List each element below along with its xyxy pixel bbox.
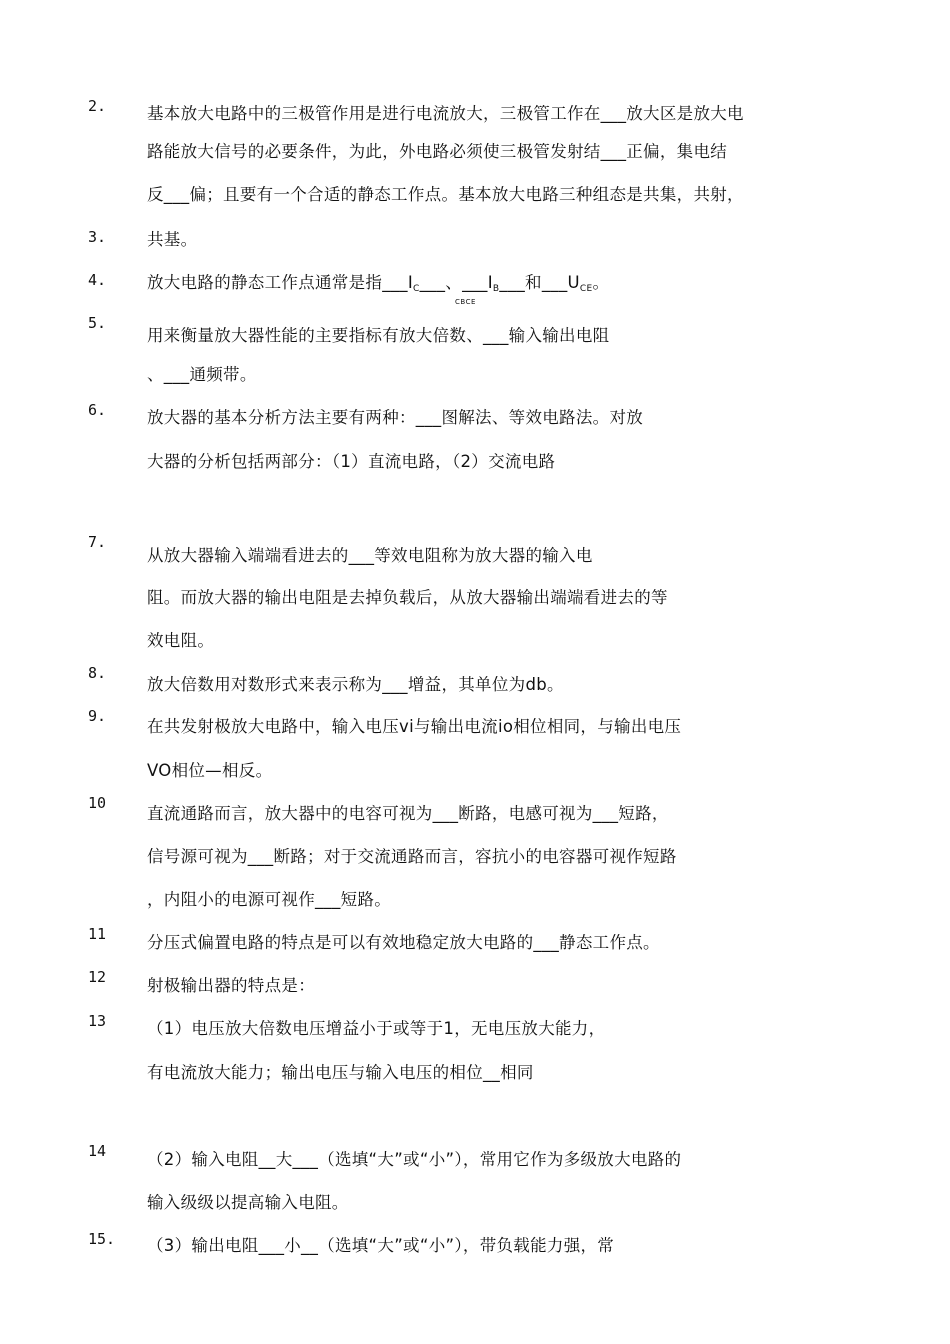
text-line: 信号源可视为___断路；对于交流通路而言，容抗小的电容器可视作短路: [147, 847, 677, 866]
text-line: （1）电压放大倍数电压增益小于或等于1，无电压放大能力，: [147, 1019, 606, 1038]
text-line: 在共发射极放大电路中，输入电压vi与输出电流io相位相同，与输出电压: [147, 717, 682, 736]
text-line: 分压式偏置电路的特点是可以有效地稳定放大电路的___静态工作点。: [147, 933, 660, 952]
text-line: 放大倍数用对数形式来表示称为___增益，其单位为db。: [147, 675, 564, 694]
text-line: 大器的分析包括两部分：（1）直流电路，（2）交流电路: [147, 452, 556, 471]
item-number: 14: [88, 1142, 107, 1160]
item-number: 15.: [88, 1230, 116, 1248]
text-line: 共基。: [147, 230, 198, 249]
subscript: B: [492, 284, 500, 294]
item-number: 13: [88, 1012, 107, 1030]
text-line: （2）输入电阻__大___（选填“大”或“小”），常用它作为多级放大电路的: [147, 1150, 682, 1169]
text-fragment: ___、___I: [419, 273, 493, 292]
text-line: 用来衡量放大器性能的主要指标有放大倍数、___输入输出电阻: [147, 326, 610, 345]
text-line: ，内阻小的电源可视作___短路。: [147, 890, 392, 909]
item-number: 10: [88, 794, 107, 812]
item-number: 6.: [88, 401, 107, 419]
text-line: 输入级级以提高输入电阻。: [147, 1193, 349, 1212]
text-line: 从放大器输入端端看进去的___等效电阻称为放大器的输入电: [147, 546, 593, 565]
text-line: 射极输出器的特点是：: [147, 976, 315, 995]
text-fragment: ___和___U: [499, 273, 580, 292]
text-line: （3）输出电阻___小__（选填“大”或“小”），带负载能力强，常: [147, 1236, 615, 1255]
item-number: 4.: [88, 271, 107, 289]
text-line: 阻。而放大器的输出电阻是去掉负载后，从放大器输出端端看进去的等: [147, 588, 668, 607]
item-number: 7.: [88, 533, 107, 551]
text-line: 直流通路而言，放大器中的电容可视为___断路，电感可视为___短路，: [147, 804, 669, 823]
text-line: 效电阻。: [147, 631, 215, 650]
item-number: 11: [88, 925, 107, 943]
text-line: VO相位—相反。: [147, 761, 273, 780]
text-fragment: 放大电路的静态工作点通常是指___I: [147, 273, 414, 292]
subscript-label: CBCE: [455, 298, 476, 306]
text-line: 放大器的基本分析方法主要有两种：___图解法、等效电路法。对放: [147, 408, 644, 427]
text-line: 基本放大电路中的三极管作用是进行电流放大，三极管工作在___放大区是放大电: [147, 104, 744, 123]
text-line-with-subscripts: [147, 272, 609, 300]
text-line: 、___通频带。: [147, 365, 257, 384]
item-number: 3.: [88, 228, 107, 246]
text-line: 有电流放大能力；输出电压与输入电压的相位__相同: [147, 1063, 534, 1082]
item-number: 8.: [88, 664, 107, 682]
text-line: 路能放大信号的必要条件，为此，外电路必须使三极管发射结___正偏，集电结: [147, 142, 728, 161]
subscript: CE: [579, 284, 593, 294]
text-line: 反___偏；且要有一个合适的静态工作点。基本放大电路三种组态是共集，共射，: [147, 185, 744, 204]
subscript: C: [413, 284, 420, 294]
text-fragment: 。: [592, 273, 610, 292]
item-number: 2.: [88, 97, 107, 115]
item-number: 12: [88, 968, 107, 986]
item-number: 5.: [88, 314, 107, 332]
item-number: 9.: [88, 707, 107, 725]
